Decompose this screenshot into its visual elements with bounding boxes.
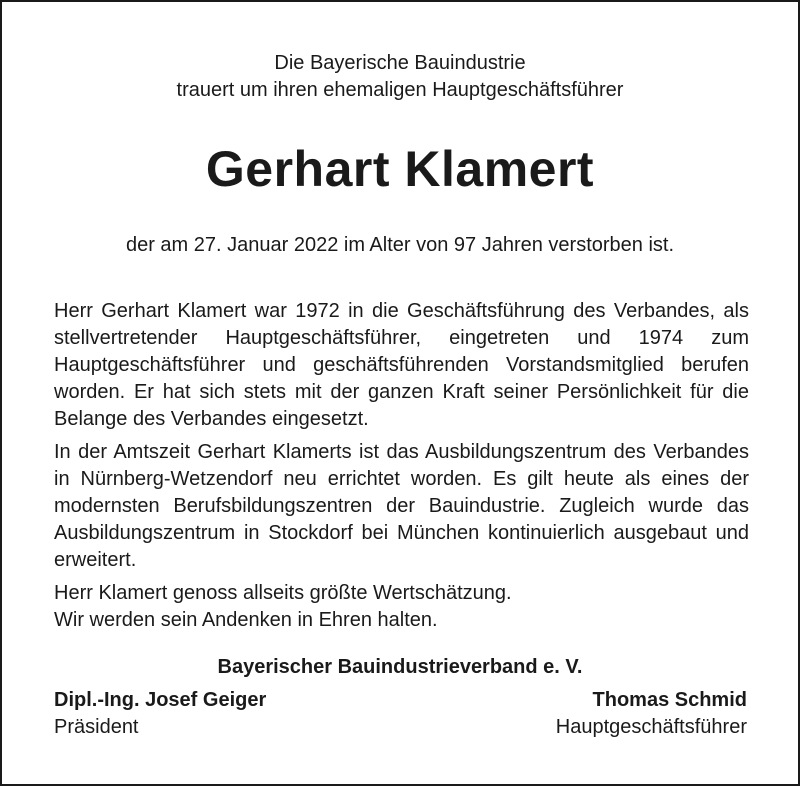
tribute-paragraph-2: In der Amtszeit Gerhart Klamerts ist das Ausbildungszentrum des Verbandes in Nürnberg-Wetzendorf neu errichtet worden. Es gilt heute als eines der modernsten Berufsbildungszentren der Bauindustrie. Zugleich wurde das Ausbildungszentrum in Stockdorf bei München kontinuierlich ausgebaut und erweitert. <box>54 441 749 571</box>
signer-right <box>556 687 747 741</box>
signer-left-role: Präsident <box>54 716 139 738</box>
death-statement: der am 27. Januar 2022 im Alter von 97 Jahren verstorben ist. <box>125 234 675 256</box>
tribute-text <box>54 298 749 640</box>
signer-right-name: Thomas Schmid <box>592 689 747 711</box>
intro-text <box>2 50 798 104</box>
tribute-paragraph-3-line-1: Herr Klamert genoss allseits größte Wertschätzung. <box>54 582 512 604</box>
signer-right-role: Hauptgeschäftsführer <box>555 716 747 738</box>
tribute-paragraph-1: Herr Gerhart Klamert war 1972 in die Geschäftsführung des Verbandes, als stellvertretender Hauptgeschäftsführer, eingetreten und 1974 zum Hauptgeschäftsführer und geschäftsführenden Vorstandsmitglied berufen worden. Er hat sich stets mit der ganzen Kraft seiner Persönlichkeit für die Belange des Verbandes eingesetzt. <box>54 300 749 430</box>
organization-name: Bayerischer Bauindustrieverband e. V. <box>217 656 583 678</box>
tribute-paragraph-3 <box>54 580 749 634</box>
intro-line-2: trauert um ihren ehemaligen Hauptgeschäftsführer <box>176 79 624 101</box>
deceased-name: Gerhart Klamert <box>205 141 595 197</box>
signer-left-name: Dipl.-Ing. Josef Geiger <box>54 689 267 711</box>
signer-left <box>54 687 266 741</box>
tribute-paragraph-3-line-2: Wir werden sein Andenken in Ehren halten. <box>54 609 438 631</box>
intro-line-1: Die Bayerische Bauindustrie <box>274 52 526 74</box>
